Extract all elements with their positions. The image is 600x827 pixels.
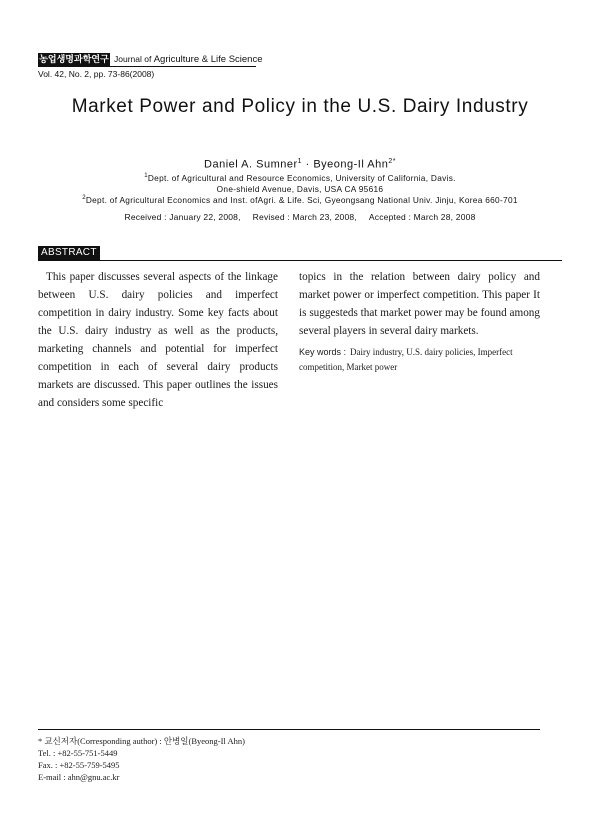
affiliation-1-sup: 1	[144, 173, 148, 180]
affiliation-2-text: Dept. of Agricultural Economics and Inst. ofAgri. & Life. Sci, Gyeongsang National Univ. Jinju, Korea 660-701	[85, 195, 518, 205]
email: E-mail : ahn@gnu.ac.kr	[38, 772, 120, 782]
paper-title: Market Power and Policy in the U.S. Dairy Industry	[71, 96, 529, 117]
journal-header	[38, 53, 263, 66]
author-1: Daniel A. Sumner	[204, 158, 298, 171]
abstract-heading: ABSTRACT	[38, 246, 100, 260]
author-1-sup: 1	[297, 158, 303, 165]
keywords	[299, 345, 541, 375]
affiliation-1-line-1: Dept. of Agricultural and Resource Economics, University of California, Davis.	[147, 173, 456, 183]
affiliation-2-sup: 2	[82, 195, 86, 202]
telephone: Tel. : +82-55-751-5449	[38, 748, 118, 758]
received-date: Received : January 22, 2008,	[124, 212, 241, 222]
author-2-sup: 2*	[388, 158, 396, 165]
footnote-rule	[38, 729, 540, 730]
affiliation-1-line-2: One-shield Avenue, Davis, USA CA 95616	[216, 184, 384, 194]
journal-name-main: Agriculture & Life Science	[153, 54, 263, 65]
keywords-list: Dairy industry, U.S. dairy policies, Imperfect competition, Market power	[299, 347, 513, 372]
corresponding-author: * 교신저자(Corresponding author) : 안병일(Byeong-Il Ahn)	[38, 736, 245, 746]
accepted-date: Accepted : March 28, 2008	[368, 212, 476, 222]
affiliation-2	[40, 195, 560, 205]
author-2: Byeong-Il Ahn	[313, 158, 389, 171]
date-line	[40, 212, 560, 222]
volume-line: Vol. 42, No. 2, pp. 73-86(2008)	[38, 69, 155, 79]
journal-header-rule	[38, 66, 256, 67]
abstract-rule	[38, 260, 562, 261]
keywords-label: Key words :	[299, 347, 347, 357]
author-separator: ·	[302, 158, 314, 171]
author-line	[40, 158, 560, 171]
journal-name-prefix: Journal of	[114, 54, 152, 64]
abstract-text-right: topics in the relation between dairy policy and market power or imperfect competition. This paper It is suggesteds that market power may be found among several players in several dairy markets.	[299, 271, 540, 337]
abstract-text-left: This paper discusses several aspects of the linkage between U.S. dairy policies and imperfect competition in dairy industry. Some key facts about the U.S. dairy industry as well as the products, marketing channels and potential for imperfect competition in each of several dairy products markets are discussed. This paper outlines the issues and considers some specific	[38, 271, 278, 409]
fax: Fax. : +82-55-759-5495	[38, 760, 120, 770]
journal-logo: 농업생명과학연구	[39, 54, 109, 64]
revised-date: Revised : March 23, 2008,	[252, 212, 357, 222]
affiliation-1	[40, 173, 560, 183]
journal-name	[114, 53, 263, 66]
